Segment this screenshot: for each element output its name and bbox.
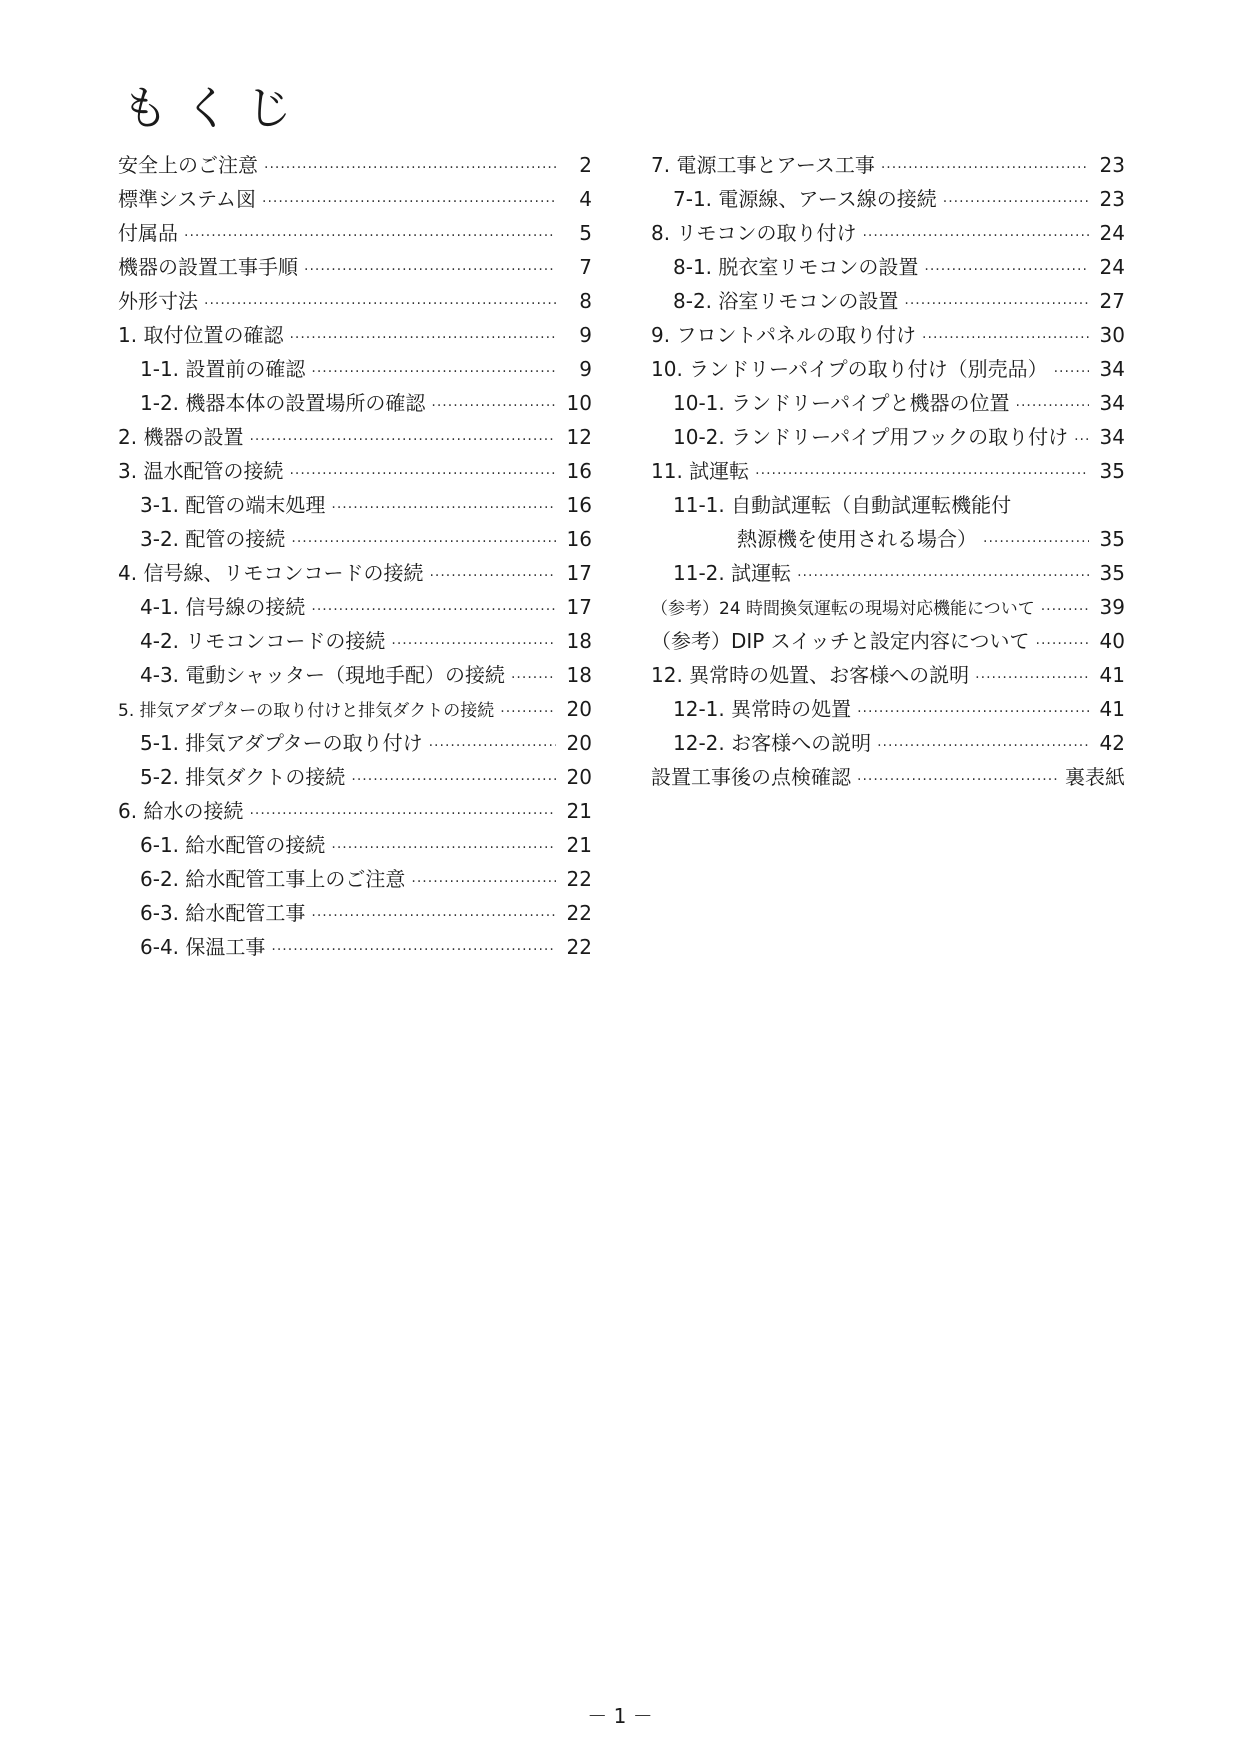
toc-column-right — [651, 148, 1125, 794]
toc-entry[interactable] — [118, 624, 592, 658]
dot-leader — [877, 729, 1089, 763]
dot-leader — [922, 321, 1089, 355]
toc-entry[interactable] — [651, 760, 1125, 794]
toc-entry[interactable] — [118, 488, 592, 522]
toc-entry-page: 9 — [579, 323, 592, 347]
toc-entry[interactable] — [118, 250, 592, 284]
dot-leader — [1036, 627, 1089, 661]
toc-entry[interactable] — [118, 420, 592, 454]
dot-leader — [289, 457, 556, 491]
toc-entry-label: （参考）24 時間換気運転の現場対応機能について — [651, 599, 1035, 619]
toc-entry-label: 7-1. 電源線、アース線の接続 — [673, 187, 937, 211]
toc-entry-label: 外形寸法 — [118, 289, 198, 313]
dot-leader — [1074, 423, 1089, 457]
dot-leader — [249, 423, 556, 457]
toc-entry[interactable] — [118, 182, 592, 216]
toc-entry-label: 2. 機器の設置 — [118, 425, 244, 449]
toc-entry[interactable] — [118, 386, 592, 420]
toc-entry[interactable] — [118, 454, 592, 488]
dot-leader — [500, 695, 556, 729]
toc-entry-page: 18 — [566, 663, 592, 687]
dot-leader — [304, 253, 556, 287]
dot-leader — [291, 525, 556, 559]
toc-entry[interactable] — [118, 352, 592, 386]
dot-leader — [857, 763, 1059, 797]
toc-entry[interactable] — [651, 556, 1125, 590]
toc-entry-page: 40 — [1099, 629, 1125, 653]
toc-entry-page: 30 — [1099, 323, 1125, 347]
toc-entry[interactable] — [651, 386, 1125, 420]
toc-entry-label: 6-3. 給水配管工事 — [140, 901, 306, 925]
dot-leader — [264, 151, 556, 185]
toc-entry-page: 10 — [566, 391, 592, 415]
dot-leader — [311, 593, 556, 627]
toc-entry-page: 8 — [579, 289, 592, 313]
toc-entry-page: 41 — [1099, 697, 1125, 721]
toc-entry-label: 4-1. 信号線の接続 — [140, 595, 306, 619]
toc-entry-label: 1-2. 機器本体の設置場所の確認 — [140, 391, 426, 415]
toc-entry-page: 42 — [1099, 731, 1125, 755]
page-title: もくじ — [122, 81, 308, 135]
toc-entry-page: 17 — [566, 595, 592, 619]
dot-leader — [943, 185, 1089, 219]
toc-entry[interactable] — [118, 692, 592, 726]
toc-entry[interactable] — [118, 726, 592, 760]
page-number: － 1 － — [587, 1704, 653, 1728]
dot-leader — [904, 287, 1089, 321]
toc-entry-label: 11. 試運転 — [651, 459, 750, 483]
toc-entry[interactable] — [118, 862, 592, 896]
toc-entry-page: 4 — [579, 187, 592, 211]
dot-leader — [1054, 355, 1089, 389]
toc-entry-label: 3-1. 配管の端末処理 — [140, 493, 326, 517]
dot-leader — [331, 491, 556, 525]
toc-entry-label: 6-4. 保温工事 — [140, 935, 266, 959]
dot-leader — [797, 559, 1089, 593]
toc-entry-label: （参考）DIP スイッチと設定内容について — [651, 629, 1030, 653]
toc-entry[interactable] — [651, 590, 1125, 624]
dot-leader — [975, 661, 1089, 695]
toc-entry-page: 22 — [566, 935, 592, 959]
toc-entry[interactable] — [118, 760, 592, 794]
toc-entry[interactable] — [651, 284, 1125, 318]
toc-entry-label: 12-2. お客様への説明 — [673, 731, 872, 755]
toc-entry-label: 4-2. リモコンコードの接続 — [140, 629, 386, 653]
toc-entry[interactable] — [651, 692, 1125, 726]
toc-column-left — [118, 148, 592, 964]
toc-entry[interactable] — [118, 658, 592, 692]
dot-leader — [1041, 593, 1089, 627]
toc-entry-label: 9. フロントパネルの取り付け — [651, 323, 917, 347]
dot-leader — [204, 287, 556, 321]
toc-entry-label: 11-1. 自動試運転（自動試運転機能付 — [673, 493, 1012, 517]
toc-entry-label: 1. 取付位置の確認 — [118, 323, 284, 347]
toc-entry-label: 安全上のご注意 — [118, 153, 258, 177]
dot-leader — [391, 627, 556, 661]
toc-entry[interactable] — [651, 250, 1125, 284]
toc-entry-page: 9 — [579, 357, 592, 381]
toc-entry-page: 7 — [579, 255, 592, 279]
toc-entry[interactable] — [651, 726, 1125, 760]
toc-entry[interactable] — [118, 896, 592, 930]
toc-entry-page: 22 — [566, 901, 592, 925]
toc-entry[interactable] — [118, 216, 592, 250]
toc-entry-page: 39 — [1099, 595, 1125, 619]
dot-leader — [1016, 389, 1089, 423]
toc-entry-label: 標準システム図 — [118, 187, 256, 211]
toc-entry-label: 8. リモコンの取り付け — [651, 221, 857, 245]
toc-entry[interactable] — [118, 522, 592, 556]
toc-entry[interactable] — [651, 318, 1125, 352]
toc-entry-page: 35 — [1099, 561, 1125, 585]
toc-entry-label: 12. 異常時の処置、お客様への説明 — [651, 663, 970, 687]
dot-leader — [184, 219, 556, 253]
toc-entry[interactable] — [118, 828, 592, 862]
dot-leader — [411, 865, 556, 899]
dot-leader — [431, 389, 556, 423]
dot-leader — [311, 355, 556, 389]
dot-leader — [289, 321, 556, 355]
toc-entry[interactable] — [118, 930, 592, 964]
toc-entry-label: 3-2. 配管の接続 — [140, 527, 286, 551]
toc-entry-page: 21 — [566, 833, 592, 857]
toc-entry-page: 17 — [566, 561, 592, 585]
toc-entry-label: 5-2. 排気ダクトの接続 — [140, 765, 346, 789]
toc-entry-label: 熱源機を使用される場合） — [737, 527, 977, 551]
toc-entry-page: 35 — [1099, 459, 1125, 483]
toc-entry-page: 18 — [566, 629, 592, 653]
toc-entry[interactable] — [651, 420, 1125, 454]
toc-entry[interactable] — [118, 148, 592, 182]
dot-leader — [271, 933, 556, 967]
toc-entry-label: 3. 温水配管の接続 — [118, 459, 284, 483]
toc-entry-label: 12-1. 異常時の処置 — [673, 697, 852, 721]
toc-entry-label: 1-1. 設置前の確認 — [140, 357, 306, 381]
dot-leader — [881, 151, 1089, 185]
toc-entry-page: 34 — [1099, 357, 1125, 381]
toc-entry[interactable] — [118, 590, 592, 624]
toc-entry-label: 付属品 — [118, 221, 178, 245]
toc-entry-page: 24 — [1099, 221, 1125, 245]
toc-entry-page: 27 — [1099, 289, 1125, 313]
dot-leader — [249, 797, 556, 831]
toc-entry-page: 裏表紙 — [1065, 765, 1125, 789]
toc-entry-page: 5 — [579, 221, 592, 245]
toc-entry[interactable] — [651, 522, 1125, 556]
toc-entry-page: 23 — [1099, 153, 1125, 177]
dot-leader — [429, 559, 556, 593]
dot-leader — [511, 661, 556, 695]
toc-entry-page: 35 — [1099, 527, 1125, 551]
dot-leader — [331, 831, 556, 865]
toc-entry[interactable] — [118, 556, 592, 590]
toc-entry-label: 4-3. 電動シャッター（現地手配）の接続 — [140, 663, 505, 687]
toc-entry-label: 7. 電源工事とアース工事 — [651, 153, 875, 177]
toc-entry[interactable] — [118, 284, 592, 318]
toc-entry[interactable] — [651, 454, 1125, 488]
toc-entry-page: 21 — [566, 799, 592, 823]
toc-entry-label: 10-2. ランドリーパイプ用フックの取り付け — [673, 425, 1069, 449]
dot-leader — [262, 185, 556, 219]
toc-entry-page: 23 — [1099, 187, 1125, 211]
toc-entry[interactable] — [651, 658, 1125, 692]
toc-entry[interactable] — [651, 148, 1125, 182]
toc-entry-page: 24 — [1099, 255, 1125, 279]
toc-entry[interactable] — [651, 624, 1125, 658]
toc-entry[interactable] — [651, 216, 1125, 250]
toc-entry-page: 2 — [579, 153, 592, 177]
toc-entry-page: 20 — [566, 731, 592, 755]
dot-leader — [755, 457, 1089, 491]
toc-entry-page: 12 — [566, 425, 592, 449]
toc-entry-label: 4. 信号線、リモコンコードの接続 — [118, 561, 424, 585]
toc-entry-page: 34 — [1099, 425, 1125, 449]
dot-leader — [924, 253, 1089, 287]
dot-leader — [983, 525, 1089, 559]
toc-entry-label: 機器の設置工事手順 — [118, 255, 298, 279]
toc-entry-label: 5. 排気アダプターの取り付けと排気ダクトの接続 — [118, 701, 495, 721]
toc-entry[interactable] — [651, 182, 1125, 216]
toc-entry[interactable] — [118, 794, 592, 828]
toc-entry-page: 20 — [566, 765, 592, 789]
dot-leader — [857, 695, 1089, 729]
toc-entry-label: 6. 給水の接続 — [118, 799, 244, 823]
toc-entry[interactable] — [651, 488, 1125, 522]
toc-entry-label: 5-1. 排気アダプターの取り付け — [140, 731, 423, 755]
toc-entry-page: 16 — [566, 493, 592, 517]
toc-entry-label: 設置工事後の点検確認 — [651, 765, 851, 789]
toc-entry[interactable] — [651, 352, 1125, 386]
toc-entry-label: 6-1. 給水配管の接続 — [140, 833, 326, 857]
dot-leader — [351, 763, 556, 797]
toc-entry-label: 11-2. 試運転 — [673, 561, 792, 585]
toc-entry-page: 20 — [566, 697, 592, 721]
toc-entry-label: 10-1. ランドリーパイプと機器の位置 — [673, 391, 1010, 415]
toc-entry-label: 8-2. 浴室リモコンの設置 — [673, 289, 899, 313]
toc-entry-page: 16 — [566, 527, 592, 551]
toc-entry-label: 6-2. 給水配管工事上のご注意 — [140, 867, 406, 891]
toc-entry-page: 22 — [566, 867, 592, 891]
dot-leader — [311, 899, 556, 933]
toc-entry-page: 41 — [1099, 663, 1125, 687]
toc-entry-page: 16 — [566, 459, 592, 483]
toc-entry-label: 10. ランドリーパイプの取り付け（別売品） — [651, 357, 1048, 381]
dot-leader — [862, 219, 1089, 253]
toc-entry-label: 8-1. 脱衣室リモコンの設置 — [673, 255, 919, 279]
toc-entry[interactable] — [118, 318, 592, 352]
dot-leader — [429, 729, 556, 763]
toc-entry-page: 34 — [1099, 391, 1125, 415]
